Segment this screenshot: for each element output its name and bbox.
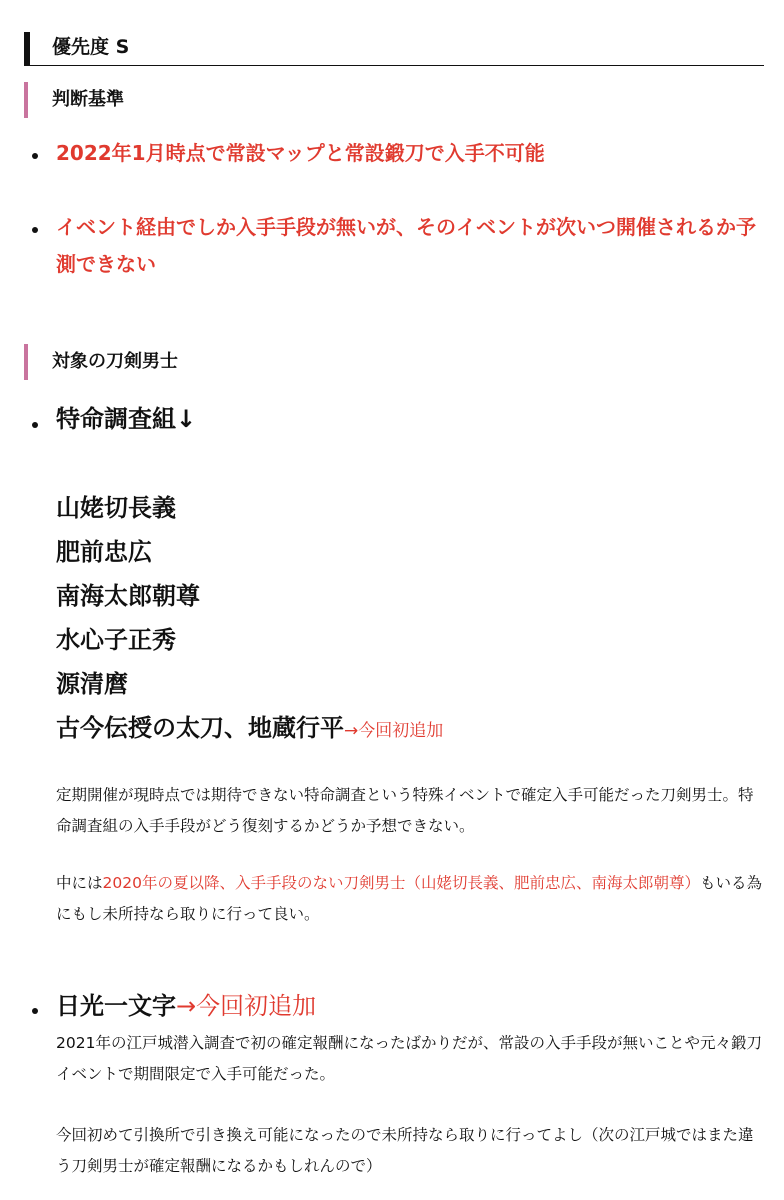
section-title: 優先度 S	[52, 36, 130, 58]
sword-name-text: 古今伝授の太刀、地蔵行平	[56, 714, 344, 742]
nikko-paragraph: 2021年の江戸城潜入調査で初の確定報酬になったばかりだが、常設の入手手段が無いことや元々鍛刀イベントで期間限定で入手可能だった。	[56, 1034, 762, 1083]
bullet-dot	[32, 227, 38, 233]
criteria-item: イベント経由でしか入手手段が無いが、そのイベントが次いつ開催されるか予測できない	[56, 215, 756, 276]
criteria-heading-text: 判断基準	[52, 89, 124, 110]
criteria-heading	[24, 82, 124, 118]
sword-name: 肥前忠広	[56, 538, 152, 566]
bullet-dot	[32, 422, 38, 428]
new-addition-note: →今回初追加	[344, 721, 444, 741]
new-addition-note: →今回初追加	[176, 992, 317, 1020]
group-title: 特命調査組↓	[56, 405, 197, 433]
nikko-name: 日光一文字	[56, 992, 176, 1020]
targets-paragraph: 定期開催が現時点では期待できない特命調査という特殊イベントで確定入手可能だった刀剣男士。特命調査組の入手手段がどう復刻するかどうか予想できない。	[56, 786, 754, 835]
sword-name: 南海太郎朝尊	[56, 582, 200, 610]
targets-heading-text: 対象の刀剣男士	[52, 351, 178, 372]
criteria-item: 2022年1月時点で常設マップと常設鍛刀で入手不可能	[56, 141, 545, 165]
section-heading	[24, 32, 764, 66]
sword-name: 源清麿	[56, 670, 128, 698]
sword-name: 山姥切長義	[56, 494, 176, 522]
targets-paragraph-2	[56, 868, 768, 930]
para-highlight: 2020年の夏以降、入手手段のない刀剣男士（山姥切長義、肥前忠広、南海太郎朝尊）	[102, 874, 700, 892]
nikko-title	[56, 990, 316, 1022]
sword-name: 水心子正秀	[56, 626, 176, 654]
nikko-paragraph-2: 今回初めて引換所で引き換え可能になったので未所持なら取りに行ってよし（次の江戸城ではまた違う刀剣男士が確定報酬になるかもしれんので）	[56, 1126, 754, 1175]
sword-name-last	[56, 712, 443, 747]
para-prefix: 中には	[56, 874, 103, 892]
bullet-dot	[32, 153, 38, 159]
para-suffix: もいる為にもし未所持なら取りに行って良い。	[56, 874, 762, 923]
targets-heading	[24, 344, 178, 380]
bullet-dot	[32, 1008, 38, 1014]
